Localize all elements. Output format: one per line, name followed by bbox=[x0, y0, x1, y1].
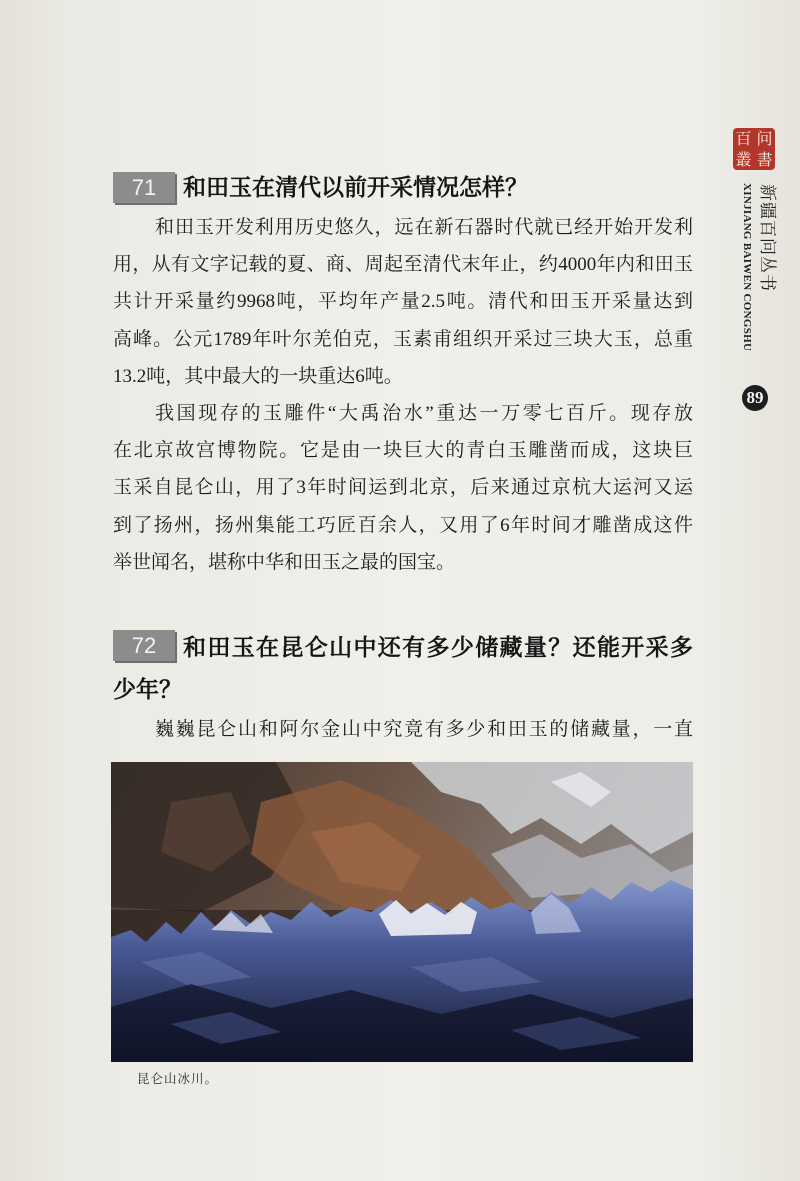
text-line: 我国现存的玉雕件“大禹治水”重达一万零七百斤。现存放 bbox=[155, 402, 693, 424]
section-72-body bbox=[113, 711, 693, 748]
text-line: 举世闻名，堪称中华和田玉之最的国宝。 bbox=[113, 551, 456, 573]
text-line: 13.2吨，其中最大的一块重达6吨。 bbox=[113, 365, 403, 387]
seal-char: 書 bbox=[756, 150, 773, 169]
series-pinyin-label: XINJIANG BAIWEN CONGSHU bbox=[741, 183, 753, 352]
text-line: 高峰。公元1789年叶尔羌伯克，玉素甫组织开采过三块大玉，总重 bbox=[113, 328, 693, 350]
series-title-vertical: 新疆百问丛书 bbox=[757, 184, 777, 292]
question-title-continued: 少年？ bbox=[113, 677, 182, 703]
text-line: 玉采自昆仑山，用了3年时间运到北京，后来通过京杭大运河又运 bbox=[113, 477, 693, 499]
seal-char: 问 bbox=[756, 129, 773, 148]
text-line: 共计开采量约9968吨，平均年产量2.5吨。清代和田玉开采量达到 bbox=[113, 291, 693, 313]
series-seal-logo bbox=[733, 128, 775, 170]
glacier-photo bbox=[111, 762, 693, 1062]
text-line: 到了扬州，扬州集能工巧匠百余人，又用了6年时间才雕凿成这件 bbox=[113, 514, 693, 536]
figure-caption: 昆仑山冰川。 bbox=[137, 1072, 219, 1086]
paragraph bbox=[113, 711, 693, 748]
text-line: 在北京故宫博物院。它是由一块巨大的青白玉雕凿而成，这块巨 bbox=[113, 440, 693, 462]
text-line: 和田玉开发利用历史悠久，远在新石器时代就已经开始开发利 bbox=[155, 217, 693, 238]
section-71-body bbox=[113, 209, 693, 581]
text-line: 巍巍昆仑山和阿尔金山中究竟有多少和田玉的储藏量，一直 bbox=[155, 719, 693, 740]
question-number-badge: 71 bbox=[113, 172, 175, 203]
seal-char: 叢 bbox=[735, 150, 752, 169]
paragraph bbox=[113, 395, 693, 581]
question-number-badge: 72 bbox=[113, 630, 175, 661]
question-title: 和田玉在昆仑山中还有多少储藏量？还能开采多 bbox=[183, 635, 693, 661]
seal-char: 百 bbox=[735, 129, 752, 148]
glacier-photo-image bbox=[111, 762, 693, 1062]
question-title: 和田玉在清代以前开采情况怎样？ bbox=[183, 175, 528, 201]
page-number: 89 bbox=[742, 385, 768, 411]
text-line: 用，从有文字记载的夏、商、周起至清代末年止，约4000年内和田玉 bbox=[113, 254, 693, 276]
paragraph bbox=[113, 209, 693, 395]
